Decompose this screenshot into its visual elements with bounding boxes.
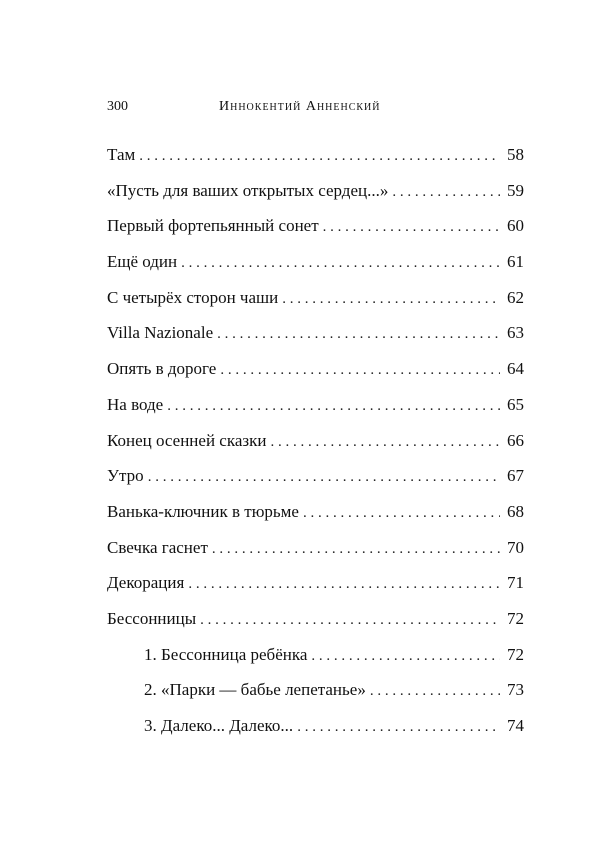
dot-leader <box>139 148 500 165</box>
toc-entry[interactable] <box>107 216 524 252</box>
toc-entry-page-number: 74 <box>507 716 524 735</box>
dot-leader <box>217 326 500 343</box>
toc-entry-title: На воде <box>107 394 164 414</box>
dot-leader <box>148 469 500 486</box>
dot-leader <box>370 683 500 700</box>
toc-entry-title: 2. «Парки — бабье лепетанье» <box>144 680 366 700</box>
toc-entry[interactable] <box>107 538 524 574</box>
toc-entry-page-number: 61 <box>507 252 524 272</box>
toc-entry-page-number: 65 <box>507 394 524 414</box>
toc-entry-page-number: 64 <box>507 359 524 379</box>
toc-entry-title: Опять в дороге <box>107 359 217 379</box>
toc-entry[interactable] <box>107 502 524 538</box>
toc-entry[interactable] <box>107 288 524 324</box>
toc-entry[interactable] <box>107 395 524 431</box>
toc-entry-page-number: 71 <box>507 573 524 593</box>
toc-entry-title: Ванька-ключник в тюрьме <box>107 501 299 521</box>
dot-leader <box>188 576 500 593</box>
toc-entry-title: Первый фортепьянный сонет <box>107 216 319 236</box>
toc-entry-page-number: 58 <box>507 145 524 164</box>
page-header <box>107 99 524 119</box>
toc-entry-page-number: 68 <box>507 501 524 521</box>
toc-entry-page-number: 67 <box>507 466 524 486</box>
toc-entry[interactable] <box>107 609 524 645</box>
dot-leader <box>181 255 500 272</box>
page-number: 300 <box>107 99 128 114</box>
toc-entry-title: «Пусть для ваших открытых сердец...» <box>107 180 389 200</box>
table-of-contents <box>107 145 524 752</box>
toc-entry-title: 1. Бессонница ребёнка <box>144 644 308 664</box>
toc-entry[interactable] <box>107 252 524 288</box>
dot-leader <box>167 398 500 415</box>
toc-entry-title: Бессонницы <box>107 608 197 628</box>
toc-entry-title: Там <box>107 145 136 164</box>
toc-entry-page-number: 60 <box>507 216 524 236</box>
toc-entry-title: Свечка гаснет <box>107 537 208 557</box>
dot-leader <box>303 505 500 522</box>
toc-entry-page-number: 66 <box>507 430 524 450</box>
dot-leader <box>270 434 500 451</box>
toc-entry-title: 3. Далеко... Далеко... <box>144 716 294 735</box>
toc-entry-page-number: 63 <box>507 323 524 343</box>
dot-leader <box>297 719 500 736</box>
dot-leader <box>200 612 500 629</box>
dot-leader <box>392 184 500 201</box>
toc-entry-page-number: 70 <box>507 537 524 557</box>
dot-leader <box>212 541 500 558</box>
toc-entry[interactable] <box>107 431 524 467</box>
toc-entry-page-number: 73 <box>507 680 524 700</box>
toc-entry-title: Конец осенней сказки <box>107 430 267 450</box>
dot-leader <box>323 219 500 236</box>
toc-entry-page-number: 72 <box>507 644 524 664</box>
toc-entry-page-number: 72 <box>507 608 524 628</box>
dot-leader <box>220 362 500 379</box>
dot-leader <box>282 291 500 308</box>
toc-entry-title: С четырёх сторон чаши <box>107 287 279 307</box>
toc-entry[interactable] <box>107 359 524 395</box>
toc-subentry[interactable] <box>107 645 524 681</box>
toc-entry-page-number: 59 <box>507 180 524 200</box>
toc-entry[interactable] <box>107 466 524 502</box>
toc-entry-title: Декорация <box>107 573 185 593</box>
toc-entry-page-number: 62 <box>507 287 524 307</box>
toc-entry-title: Ещё один <box>107 252 178 272</box>
toc-subentry[interactable] <box>107 680 524 716</box>
toc-entry[interactable] <box>107 145 524 181</box>
toc-entry[interactable] <box>107 181 524 217</box>
running-title: Иннокентий Анненский <box>219 99 381 114</box>
toc-entry-title: Villa Nazionale <box>107 323 214 343</box>
dot-leader <box>311 648 500 665</box>
toc-entry[interactable] <box>107 573 524 609</box>
toc-entry[interactable] <box>107 323 524 359</box>
toc-entry-title: Утро <box>107 466 144 486</box>
toc-subentry[interactable] <box>107 716 524 752</box>
